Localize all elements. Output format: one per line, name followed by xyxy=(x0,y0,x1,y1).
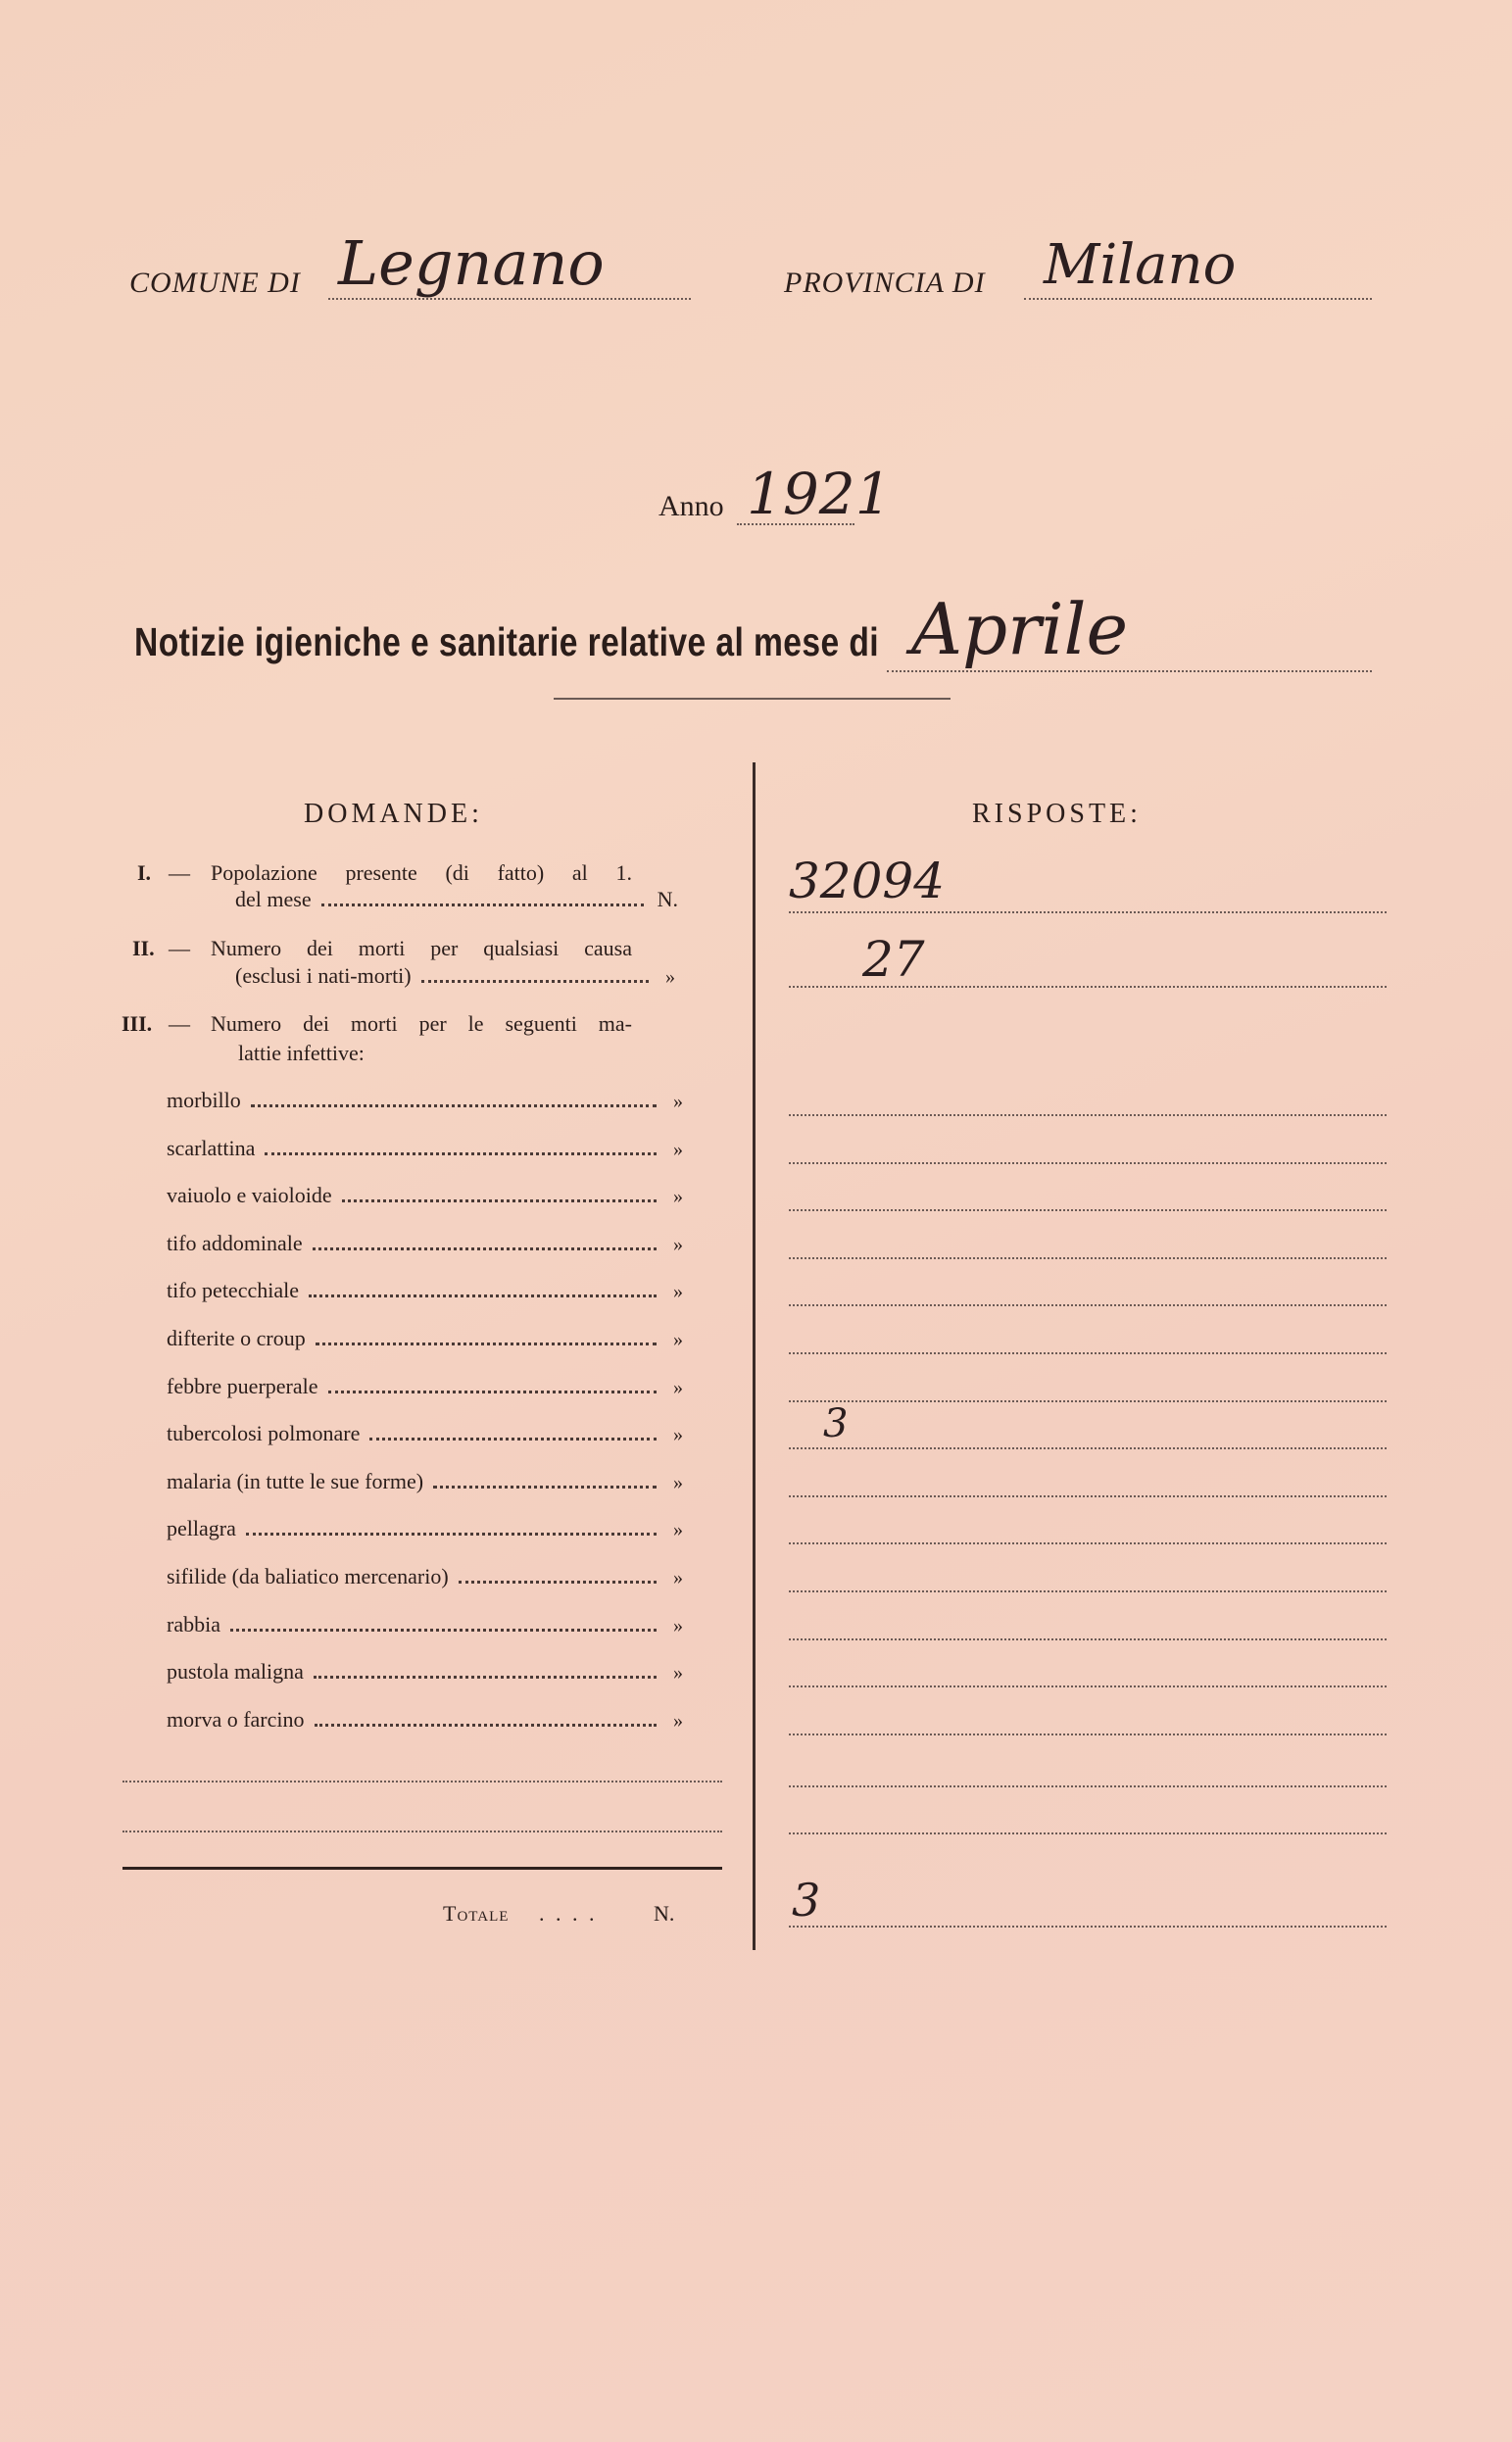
disease-label: scarlattina xyxy=(167,1136,256,1160)
answer-line xyxy=(789,1257,1387,1259)
leader-dots xyxy=(328,1391,657,1393)
question-row xyxy=(235,887,678,912)
disease-label: tifo petecchiale xyxy=(167,1278,299,1302)
title-underline xyxy=(554,698,951,700)
disease-label: morva o farcino xyxy=(167,1707,305,1732)
ditto-mark: » xyxy=(673,1710,683,1732)
disease-row xyxy=(167,1326,686,1351)
domande-header: DOMANDE: xyxy=(304,799,483,829)
provincia-fill-line xyxy=(1024,298,1372,300)
answer-line xyxy=(789,1304,1387,1306)
answer-line xyxy=(789,1114,1387,1116)
answer-line xyxy=(789,1542,1387,1544)
answer-line xyxy=(789,1590,1387,1592)
ditto-mark: » xyxy=(673,1234,683,1255)
disease-row xyxy=(167,1421,686,1446)
page-title: Notizie igieniche e sanitarie relative al mese di xyxy=(134,619,880,664)
leader-dots xyxy=(321,904,644,906)
disease-row xyxy=(167,1564,686,1589)
totale-dots: . . . . xyxy=(539,1901,598,1926)
leader-dots xyxy=(315,1724,658,1727)
answer-value: 32094 xyxy=(789,853,946,909)
question-dash: — xyxy=(169,1011,190,1036)
ditto-mark: » xyxy=(673,1139,683,1160)
disease-label: tifo addominale xyxy=(167,1231,303,1255)
leader-dots xyxy=(313,1247,657,1250)
leader-dots xyxy=(342,1199,657,1202)
question-text: (esclusi i nati-morti) xyxy=(235,963,412,988)
answer-line xyxy=(789,1926,1387,1928)
question-text: Numero dei morti per le seguenti ma- xyxy=(211,1011,632,1036)
leader-dots xyxy=(421,980,649,983)
answer-line xyxy=(789,1162,1387,1164)
anno-fill-line xyxy=(737,523,854,525)
leader-dots xyxy=(265,1152,657,1155)
comune-value: Legnano xyxy=(338,227,605,299)
disease-label: tubercolosi polmonare xyxy=(167,1421,361,1445)
answer-line xyxy=(789,1832,1387,1834)
ditto-mark: » xyxy=(673,1186,683,1207)
ditto-mark: » xyxy=(673,1091,683,1112)
ditto-mark: » xyxy=(673,1662,683,1684)
answer-line xyxy=(789,1685,1387,1687)
ditto-mark: » xyxy=(673,1472,683,1493)
disease-label: rabbia xyxy=(167,1612,220,1636)
provincia-label: PROVINCIA DI xyxy=(784,267,986,299)
disease-label: difterite o croup xyxy=(167,1326,306,1350)
disease-row xyxy=(167,1136,686,1161)
provincia-value: Milano xyxy=(1044,233,1237,297)
disease-row xyxy=(167,1374,686,1399)
disease-label: pellagra xyxy=(167,1516,236,1540)
question-number: III. xyxy=(122,1011,153,1036)
row-mark: N. xyxy=(657,887,678,911)
ditto-mark: » xyxy=(673,1424,683,1445)
question-text: del mese xyxy=(235,887,312,911)
leader-dots xyxy=(314,1676,657,1679)
totale-rule xyxy=(122,1867,722,1870)
question-number: II. xyxy=(132,936,155,960)
leader-dots xyxy=(316,1343,657,1345)
question-text: lattie infettive: xyxy=(238,1041,365,1065)
disease-row xyxy=(167,1612,686,1637)
question-row xyxy=(235,963,678,989)
answer-line xyxy=(789,1638,1387,1640)
column-divider xyxy=(753,762,756,1950)
leader-dots xyxy=(230,1629,657,1632)
question-dash: — xyxy=(169,936,190,960)
anno-value: 1921 xyxy=(747,461,892,527)
disease-label: sifilide (da baliatico mercenario) xyxy=(167,1564,449,1588)
disease-row xyxy=(167,1516,686,1541)
answer-line xyxy=(789,1209,1387,1211)
leader-dots xyxy=(433,1486,657,1489)
totale-label: Totale xyxy=(443,1901,510,1926)
disease-label: malaria (in tutte le sue forme) xyxy=(167,1469,424,1493)
answer-line xyxy=(789,1734,1387,1735)
comune-label: COMUNE DI xyxy=(129,267,301,299)
ditto-mark: » xyxy=(673,1519,683,1540)
disease-row xyxy=(167,1278,686,1303)
disease-row xyxy=(167,1659,686,1685)
answer-line xyxy=(789,986,1387,988)
disease-row xyxy=(167,1707,686,1733)
leader-dots xyxy=(251,1104,657,1107)
ditto-mark: » xyxy=(673,1615,683,1636)
disease-label: febbre puerperale xyxy=(167,1374,318,1398)
disease-label: vaiuolo e vaioloide xyxy=(167,1183,332,1207)
disease-row xyxy=(167,1088,686,1113)
blank-line xyxy=(122,1781,722,1783)
question-number: I. xyxy=(137,860,152,885)
answer-line xyxy=(789,1785,1387,1787)
ditto-mark: » xyxy=(673,1329,683,1350)
question-text: Numero dei morti per qualsiasi causa xyxy=(211,936,632,960)
answer-value: 3 xyxy=(823,1401,849,1446)
blank-line xyxy=(122,1831,722,1832)
answer-line xyxy=(789,1352,1387,1354)
leader-dots xyxy=(246,1533,657,1536)
disease-label: pustola maligna xyxy=(167,1659,304,1684)
answer-line xyxy=(789,1495,1387,1497)
question-dash: — xyxy=(169,860,190,885)
comune-fill-line xyxy=(328,298,691,300)
totale-value: 3 xyxy=(792,1874,821,1927)
risposte-header: RISPOSTE: xyxy=(972,799,1142,829)
ditto-mark: » xyxy=(673,1281,683,1302)
disease-row xyxy=(167,1183,686,1208)
answer-line xyxy=(789,1400,1387,1402)
ditto-mark: » xyxy=(673,1377,683,1398)
leader-dots xyxy=(459,1581,657,1584)
ditto-mark: » xyxy=(665,966,675,988)
anno-label: Anno xyxy=(658,490,724,522)
answer-line xyxy=(789,911,1387,913)
mese-value: Aprile xyxy=(911,588,1129,670)
answer-value: 27 xyxy=(862,931,925,988)
disease-label: morbillo xyxy=(167,1088,241,1112)
answer-line xyxy=(789,1447,1387,1449)
leader-dots xyxy=(369,1438,657,1441)
mese-fill-line xyxy=(887,670,1372,672)
ditto-mark: » xyxy=(673,1567,683,1588)
disease-row xyxy=(167,1231,686,1256)
question-text: Popolazione presente (di fatto) al 1. xyxy=(211,860,632,885)
leader-dots xyxy=(309,1294,657,1297)
totale-mark: N. xyxy=(654,1901,675,1926)
disease-row xyxy=(167,1469,686,1494)
